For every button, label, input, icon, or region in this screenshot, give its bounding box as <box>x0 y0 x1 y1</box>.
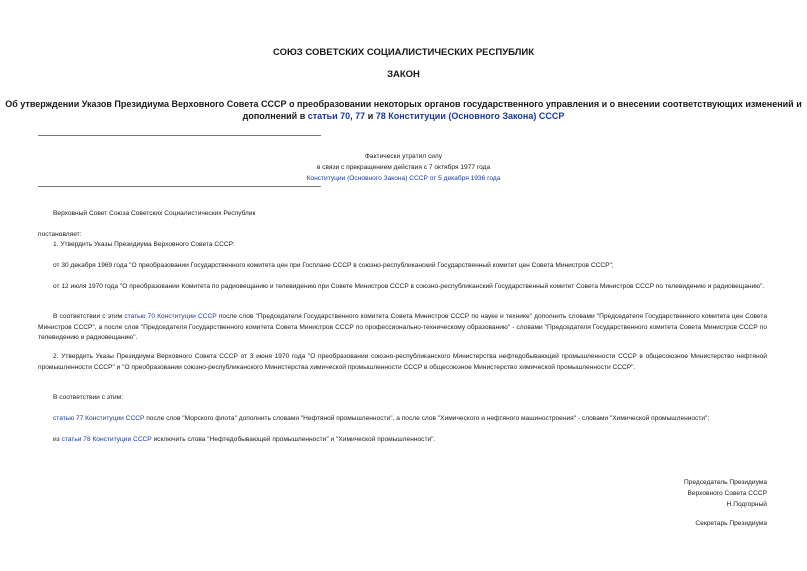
law-title-text: Об утверждении Указов Президиума Верховного Совета СССР о преобразовании некоторых органов государственного управления и о внесении соответствующих изменений и дополнений в <box>5 99 802 121</box>
link-article-70-constitution[interactable]: статью 70 Конституции СССР <box>124 313 217 320</box>
accordingly-paragraph: В соответствии с этим: <box>53 394 124 401</box>
divider-bottom <box>38 186 321 187</box>
divider-top <box>38 135 321 136</box>
intro-paragraph: Верховный Совет Союза Советских Социалистических Республик <box>53 210 256 217</box>
status-note <box>0 151 807 184</box>
paragraph-article-77 <box>38 414 767 425</box>
link-article-70[interactable]: статьи 70 <box>307 110 351 121</box>
decree-2: от 12 июля 1970 года "О преобразовании Комитета по радиовещанию и телевидению при Совете Министров СССР в союзно-республиканский Государственный комитет Совета Министров СССР по телевидению и радиовещанию". <box>53 283 765 290</box>
status-line-1: Фактически утратил силу <box>364 153 443 160</box>
signature-name: Н.Подгорный <box>726 501 767 508</box>
paragraph-text: из <box>53 436 62 443</box>
resolves-paragraph: постановляет: <box>38 231 82 238</box>
link-article-77-constitution[interactable]: статью 77 Конституции СССР <box>53 415 145 422</box>
law-title <box>0 99 807 122</box>
document-type: ЗАКОН <box>387 69 420 80</box>
union-heading: СОЮЗ СОВЕТСКИХ СОЦИАЛИСТИЧЕСКИХ РЕСПУБЛИК <box>272 47 534 58</box>
item-1: 1. Утвердить Указы Президиума Верховного Совета СССР: <box>53 241 235 248</box>
signature-body: Верховного Совета СССР <box>687 490 767 497</box>
paragraph-text: после слов "Председателя Государственного комитета Совета Министров СССР по науке и технике" дополнить словами "Председателя Государственного комитета цен Совета Министров СССР", а после слов "Председателя Государственного комитета Совета Министров СССР по профессионально-техническому образованию" - словами "Председателя Государственного комитета Совета Министров СССР по телевидению и радиовещанию". <box>38 313 767 342</box>
status-line-2: в связи с прекращением действия с 7 октября 1977 года <box>316 164 491 171</box>
link-article-78-constitution[interactable]: статьи 78 Конституции СССР <box>61 436 152 443</box>
paragraph-article-70 <box>38 312 767 344</box>
paragraph-text: после слов "Морского флота" дополнить словами "Нефтяной промышленности", а после слов "Химического и нефтяного машиностроения" - словами "Химической промышленности"; <box>144 415 710 422</box>
title-separator: , <box>350 110 356 121</box>
title-separator: и <box>365 110 376 121</box>
signature-block <box>684 477 767 510</box>
link-article-78[interactable]: 78 Конституции (Основного Закона) СССР <box>375 110 565 121</box>
signature-title: Председатель Президиума <box>683 479 767 486</box>
decree-1: от 30 декабря 1969 года "О преобразовании Государственного комитета цен при Госплане СССР в союзно-республиканский Государственный комитет цен Совета Министров СССР"; <box>53 262 614 269</box>
paragraph-text: В соответствии с этим <box>53 313 125 320</box>
secretary-title: Секретарь Президиума <box>695 520 767 527</box>
link-constitution-1936[interactable]: Конституции (Основного Закона) СССР от 5 декабря 1936 года <box>306 175 501 182</box>
paragraph-article-78 <box>38 435 767 446</box>
paragraph-text: исключить слова "Нефтедобывающей промышленности" и "Химической промышленности". <box>151 436 436 443</box>
item-2: 2. Утвердить Указы Президиума Верховного Совета СССР от 3 июня 1970 года "О преобразовании союзно-республиканского Министерства нефтедобывающей промышленности СССР в общесоюзное Министерство нефтяной промышленности СССР" и "О преобразовании союзно-республиканского Министерства химической промышленности СССР в общесоюзное Министерство химической промышленности СССР". <box>38 353 767 371</box>
link-article-77[interactable]: 77 <box>355 110 366 121</box>
